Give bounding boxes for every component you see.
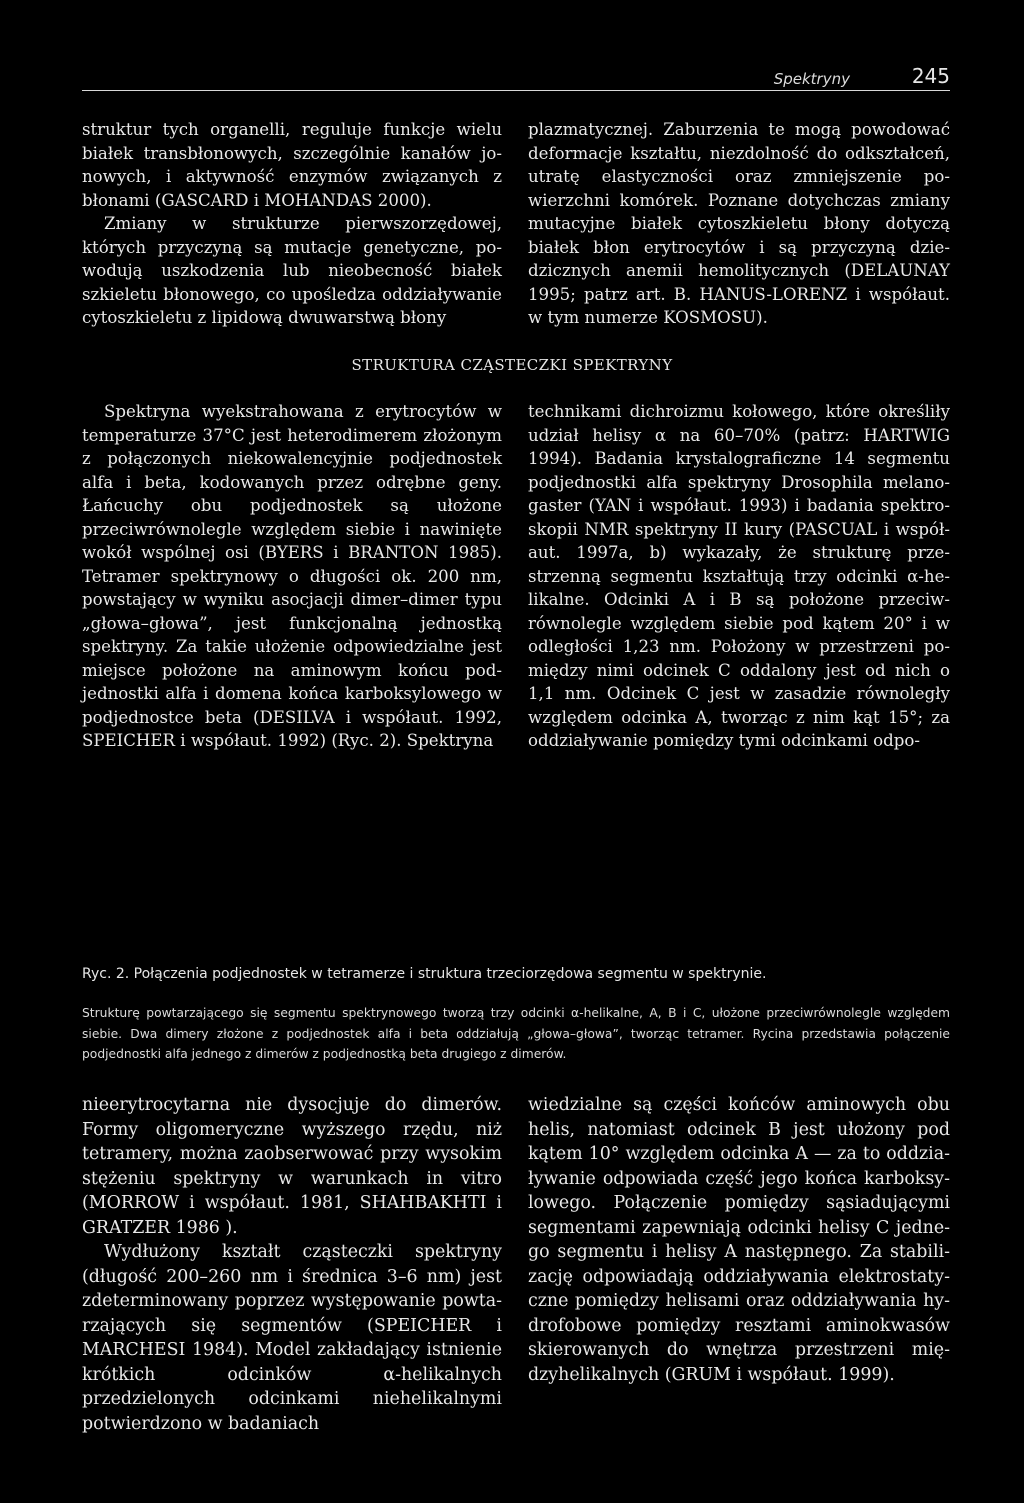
figure-caption-note: Strukturę powtarzającego się segmentu spektrynowego tworzą trzy odcinki α-helikalne, A, B i C, ułożone przeciwrównolegle względem siebie. Dwa dimery złożone z podjednostek alfa i beta oddziałują „głowa–głowa”, tworząc tetramer. Rycina przedstawia połączenie podjednostki alfa jednego z dimerów z podjednostką beta drugiego z dimerów. — [82, 1006, 950, 1061]
top-right-column — [528, 118, 950, 330]
middle-right-column — [528, 400, 950, 753]
middle-left-column — [82, 400, 502, 753]
paragraph: Spektryna wyekstrahowana z erytrocytów w temperaturze 37°C jest heterodimerem złożonym z połączonych niekowalencyjnie podjednostek alfa i beta, kodowanych przez odrębne geny. Łańcuchy obu podjednostek są ułożone przeciwrównolegle względem siebie i nawinięte wokół wspólnej osi (BYERS i BRANTON 1985). Tetramer spektrynowy o długości ok. 200 nm, powstający w wyniku asocjacji dimer–dimer typu „głowa–głowa”, jest funkcjonalną jednostką spektryny. Za takie ułożenie odpowiedzialne jest miejsce położone na aminowym końcu podjednostki alfa i domena końca karboksylowego w podjednostce beta (DESILVA i współaut. 1992, SPEICHER i współaut. 1992) (Ryc. 2). Spektryna — [82, 402, 502, 750]
bottom-right-column — [528, 1093, 950, 1387]
page-number: 245 — [911, 64, 950, 88]
paragraph: nieerytrocytarna nie dysocjuje do dimerów. Formy oligomeryczne wyższego rzędu, niż tetramery, można zaobserwować przy wysokim stężeniu spektryny w warunkach in vitro (MORROW i współaut. 1981, SHAHBAKHTI i GRATZER 1986 ). — [82, 1095, 502, 1238]
paragraph: technikami dichroizmu kołowego, które określiły udział helisy α na 60–70% (patrz: HARTWIG 1994). Badania krystalograficzne 14 segmentu podjednostki alfa spektryny Drosophila melanogaster (YAN i współaut. 1993) i badania spektroskopii NMR spektryny II kury (PASCUAL i współaut. 1997a, b) wykazały, że strukturę przestrzenną segmentu kształtują trzy odcinki α-helikalne. Odcinki A i B są położone przeciwrównolegle względem siebie pod kątem 20° i w odległości 1,23 nm. Położony w przestrzeni pomiędzy nimi odcinek C oddalony jest od nich o 1,1 nm. Odcinek C jest w zasadzie równoległy względem odcinka A, tworząc z nim kąt 15°; za oddziaływanie pomiędzy tymi odcinkami odpo- — [528, 402, 950, 750]
paragraph: wiedzialne są części końców aminowych obu helis, natomiast odcinek B jest ułożony pod kątem 10° względem odcinka A — za to oddziaływanie odpowiada część jego końca karboksylowego. Połączenie pomiędzy sąsiadującymi segmentami zapewniają odcinki helisy C jednego segmentu i helisy A następnego. Za stabilizację odpowiadają oddziaływania elektrostatyczne pomiędzy helisami oraz oddziaływania hydrofobowe pomiędzy resztami aminokwasów skierowanych do wnętrza przestrzeni międzyhelikalnych (GRUM i współaut. 1999). — [528, 1095, 950, 1385]
header-rule — [82, 90, 950, 91]
section-title: STRUKTURA CZĄSTECZKI SPEKTRYNY — [351, 356, 673, 374]
figure-image — [82, 760, 950, 955]
running-title: Spektryny — [773, 70, 850, 88]
paragraph: struktur tych organelli, reguluje funkcje wielu białek transbłonowych, szczególnie kanałów jonowych, i aktywność enzymów związanych z błonami (GASCARD i MOHANDAS 2000). — [82, 120, 502, 210]
paragraph: Wydłużony kształt cząsteczki spektryny (długość 200–260 nm i średnica 3–6 nm) jest zdeterminowany poprzez występowanie powtarzających się segmentów (SPEICHER i MARCHESI 1984). Model zakładający istnienie krótkich odcinków α-helikalnych przedzielonych odcinkami niehelikalnymi potwierdzono w badaniach — [82, 1242, 502, 1434]
paragraph: plazmatycznej. Zaburzenia te mogą powodować deformacje kształtu, niezdolność do odkształceń, utratę elastyczności oraz zmniejszenie powierzchni komórek. Poznane dotychczas zmiany mutacyjne białek cytoszkieletu błony dotyczą białek błon erytrocytów i są przyczyną dziedzicznych anemii hemolitycznych (DELAUNAY 1995; patrz art. B. HANUS-LORENZ i współaut. w tym numerze KOSMOSU). — [528, 120, 950, 327]
bottom-left-column — [82, 1093, 502, 1436]
running-header — [82, 64, 950, 92]
paragraph: Zmiany w strukturze pierwszorzędowej, których przyczyną są mutacje genetyczne, powodują uszkodzenia lub nieobecność białek szkieletu błonowego, co upośledza oddziaływanie cytoszkieletu z lipidową dwuwarstwą błony — [82, 214, 502, 327]
top-left-column — [82, 118, 502, 330]
figure-caption: Ryc. 2. Połączenia podjednostek w tetramerze i struktura trzeciorzędowa segmentu w spektrynie. — [82, 966, 767, 982]
